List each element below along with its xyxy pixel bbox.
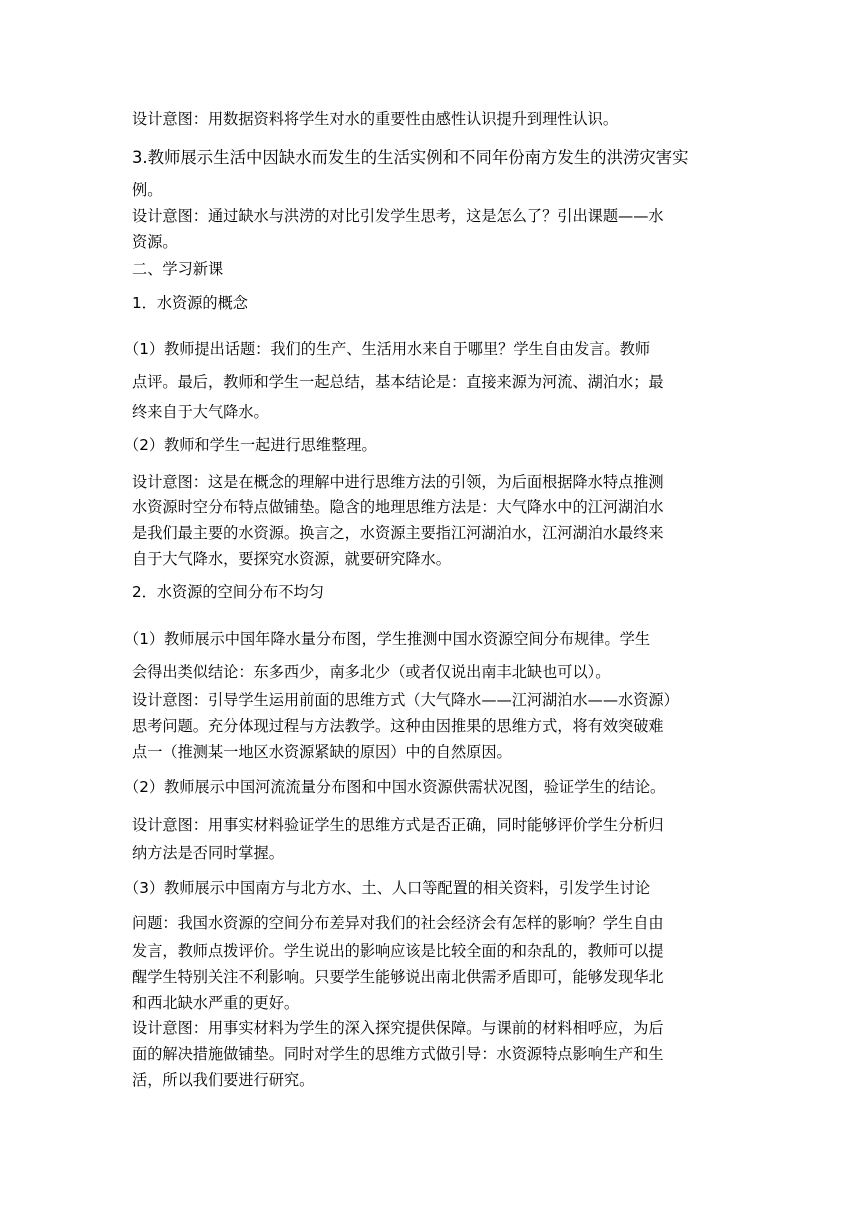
- design-intent-paragraph: 设计意图：通过缺水与洪涝的对比引发学生思考，这是怎么了？引出课题——水: [132, 207, 664, 225]
- design-intent-paragraph: 设计意图：用数据资料将学生对水的重要性由感性认识提升到理性认识。: [132, 110, 618, 128]
- teaching-step-paragraph: 发言，教师点拨评价。学生说出的影响应该是比较全面的和杂乱的，教师可以提: [132, 942, 664, 960]
- teaching-step-paragraph: （1）教师提出话题：我们的生产、生活用水来自于哪里？学生自由发言。教师: [124, 340, 651, 358]
- design-intent-paragraph: 设计意图：这是在概念的理解中进行思维方法的引领，为后面根据降水特点推测: [132, 473, 664, 491]
- design-intent-paragraph: 水资源时空分布特点做铺垫。隐含的地理思维方法是：大气降水中的江河湖泊水: [132, 498, 664, 516]
- design-intent-paragraph: 活，所以我们要进行研究。: [132, 1071, 315, 1089]
- design-intent-paragraph: 点一（推测某一地区水资源紧缺的原因）中的自然原因。: [132, 743, 512, 761]
- teaching-step-paragraph: （3）教师展示中国南方与北方水、土、人口等配置的相关资料，引发学生讨论: [124, 879, 651, 897]
- design-intent-paragraph: 设计意图：引导学生运用前面的思维方式（大气降水——江河湖泊水——水资源）: [132, 691, 679, 709]
- subsection-heading: 2．水资源的空间分布不均匀: [132, 583, 324, 601]
- teaching-step-paragraph: 醒学生特别关注不利影响。只要学生能够说出南北供需矛盾即可，能够发现华北: [132, 968, 664, 986]
- step-3-paragraph: 3.教师展示生活中因缺水而发生的生活实例和不同年份南方发生的洪涝灾害实: [132, 148, 689, 167]
- design-intent-paragraph: 设计意图：用事实材料验证学生的思维方式是否正确，同时能够评价学生分析归: [132, 816, 664, 834]
- teaching-step-paragraph: （2）教师展示中国河流流量分布图和中国水资源供需状况图，验证学生的结论。: [124, 778, 666, 796]
- teaching-step-paragraph: 终来自于大气降水。: [132, 403, 269, 421]
- design-intent-paragraph: 思考问题。充分体现过程与方法教学。这种由因推果的思维方式，将有效突破难: [132, 717, 664, 735]
- design-intent-paragraph: 纳方法是否同时掌握。: [132, 844, 284, 862]
- design-intent-paragraph: 设计意图：用事实材料为学生的深入探究提供保障。与课前的材料相呼应，为后: [132, 1019, 664, 1037]
- teaching-step-paragraph: 和西北缺水严重的更好。: [132, 994, 300, 1012]
- design-intent-paragraph: 自于大气降水，要探究水资源，就要研究降水。: [132, 550, 451, 568]
- step-3-paragraph: 例。: [132, 181, 163, 199]
- subsection-heading: 1．水资源的概念: [132, 294, 248, 312]
- section-heading: 二、学习新课: [132, 260, 224, 278]
- teaching-step-paragraph: 问题：我国水资源的空间分布差异对我们的社会经济会有怎样的影响？学生自由: [132, 914, 664, 932]
- design-intent-paragraph: 是我们最主要的水资源。换言之，水资源主要指江河湖泊水，江河湖泊水最终来: [132, 524, 664, 542]
- design-intent-paragraph: 资源。: [132, 233, 178, 251]
- teaching-step-paragraph: （2）教师和学生一起进行思维整理。: [124, 436, 377, 454]
- teaching-step-paragraph: 会得出类似结论：东多西少，南多北少（或者仅说出南丰北缺也可以）。: [132, 663, 611, 681]
- design-intent-paragraph: 面的解决措施做铺垫。同时对学生的思维方式做引导：水资源特点影响生产和生: [132, 1045, 664, 1063]
- teaching-step-paragraph: （1）教师展示中国年降水量分布图，学生推测中国水资源空间分布规律。学生: [124, 630, 651, 648]
- teaching-step-paragraph: 点评。最后，教师和学生一起总结，基本结论是：直接来源为河流、湖泊水；最: [132, 373, 664, 391]
